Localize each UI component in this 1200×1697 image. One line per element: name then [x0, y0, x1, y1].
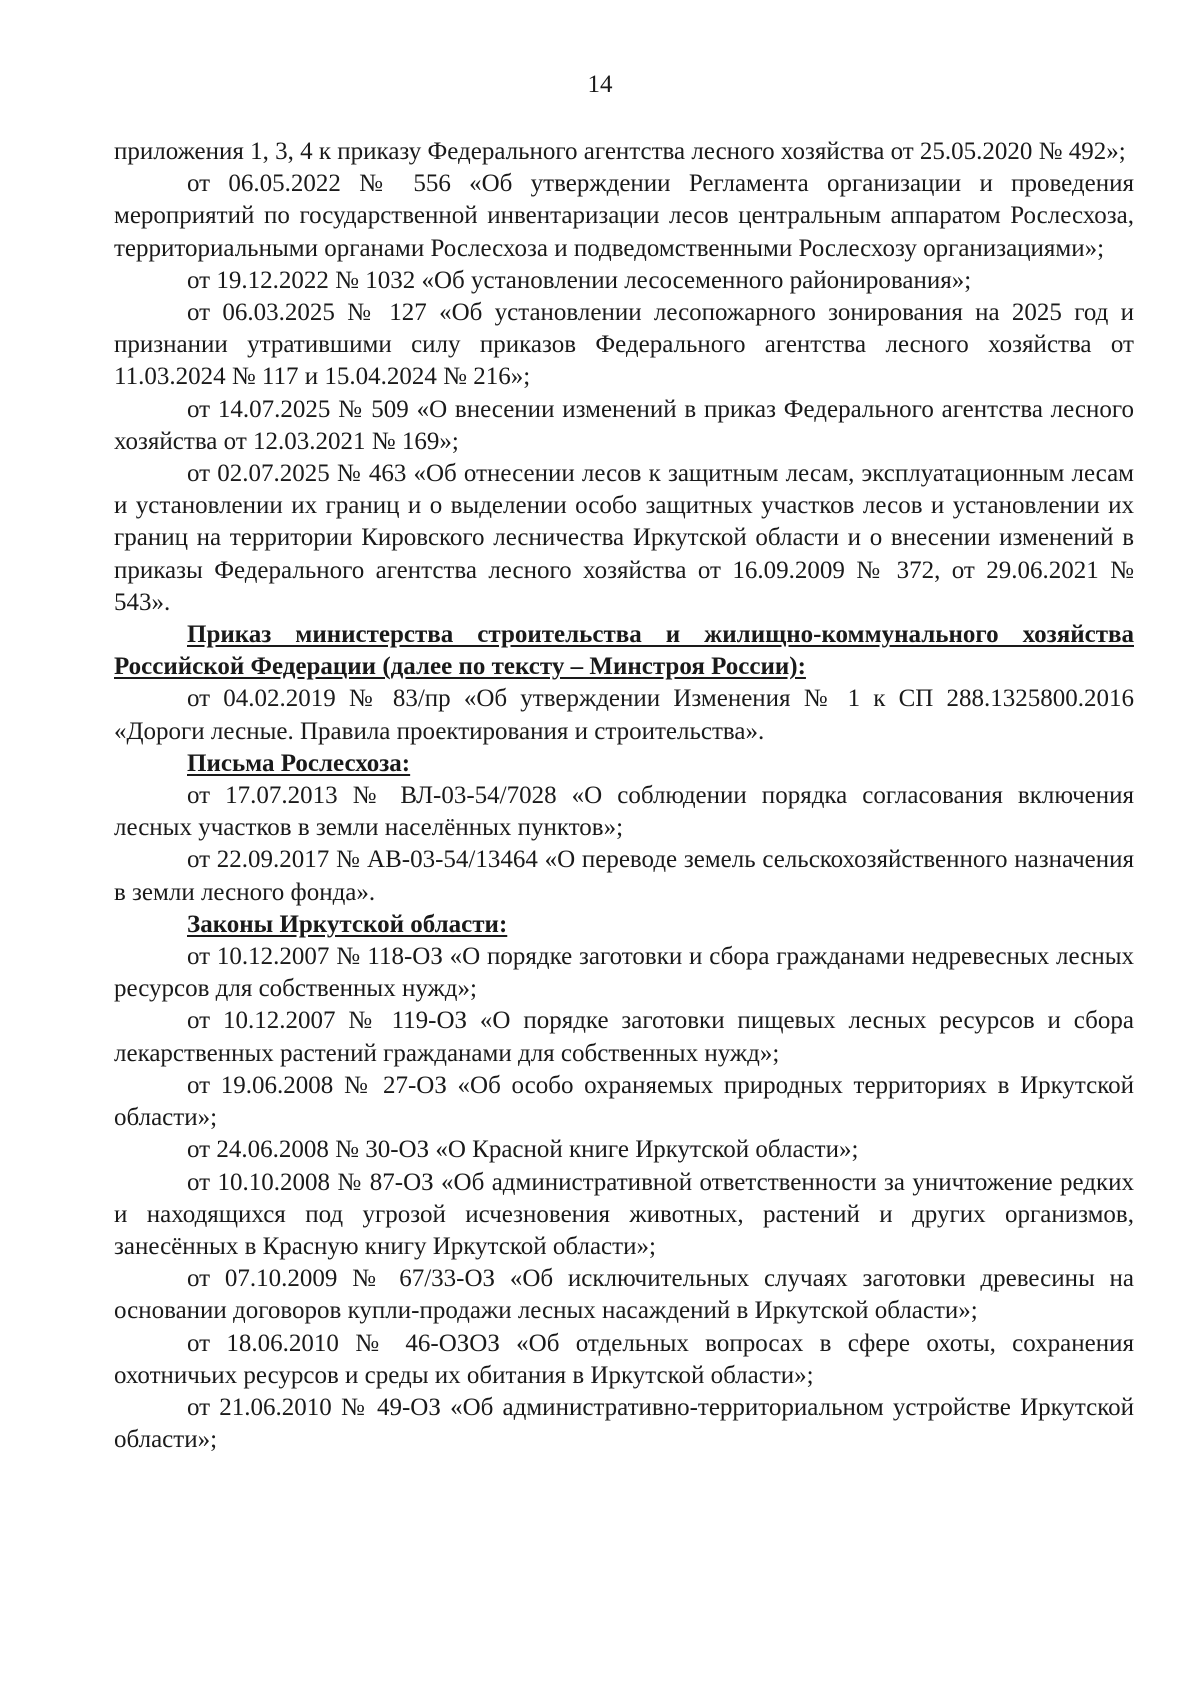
document-paragraph: от 18.06.2010 № 46-ОЗОЗ «Об отдельных вопросах в сфере охоты, сохранения охотничьих ресурсов и среды их обитания в Иркутской области»;: [114, 1329, 1134, 1389]
document-paragraph: от 06.03.2025 № 127 «Об установлении лесопожарного зонирования на 2025 год и признании утратившими силу приказов Федерального агентства лесного хозяйства от 11.03.2024 № 117 и 15.04.2024 № 216»;: [114, 299, 1134, 391]
document-paragraph: от 21.06.2010 № 49-ОЗ «Об административно-территориальном устройстве Иркутской области»;: [114, 1393, 1134, 1454]
document-paragraph: от 19.12.2022 № 1032 «Об установлении лесосеменного районирования»;: [187, 266, 972, 294]
page-number: 14: [587, 71, 613, 98]
document-paragraph: от 10.12.2007 № 119-ОЗ «О порядке заготовки пищевых лесных ресурсов и сбора лекарственных растений гражданами для собственных нужд»;: [114, 1007, 1134, 1067]
document-paragraph: от 19.06.2008 № 27-ОЗ «Об особо охраняемых природных территориях в Иркутской области»;: [114, 1071, 1134, 1132]
document-paragraph: от 02.07.2025 № 463 «Об отнесении лесов к защитным лесам, эксплуатационным лесам и установлении их границ и о выделении особо защитных участков лесов и установлении их границ на территории Кировского лесничества Иркутской области и о внесении изменений в приказы Федерального агентства лесного хозяйства от 16.09.2009 № 372, от 29.06.2021 № 543».: [114, 460, 1134, 616]
document-paragraph: от 14.07.2025 № 509 «О внесении изменений в приказ Федерального агентства лесного хозяйства от 12.03.2021 № 169»;: [114, 395, 1134, 455]
section-heading: Законы Иркутской области:: [187, 910, 508, 938]
document-paragraph: от 24.06.2008 № 30-ОЗ «О Красной книге Иркутской области»;: [187, 1136, 859, 1164]
document-paragraph: от 10.10.2008 № 87-ОЗ «Об административной ответственности за уничтожение редких и находящихся под угрозой исчезновения животных, растений и других организмов, занесённых в Красную книгу Иркутской области»;: [114, 1168, 1134, 1260]
document-paragraph: от 22.09.2017 № АВ-03-54/13464 «О переводе земель сельскохозяйственного назначения в земли лесного фонда».: [114, 846, 1134, 906]
document-paragraph: от 07.10.2009 № 67/33-ОЗ «Об исключительных случаях заготовки древесины на основании договоров купли-продажи лесных насаждений в Иркутской области»;: [114, 1265, 1134, 1325]
document-paragraph: от 04.02.2019 № 83/пр «Об утверждении Изменения № 1 к СП 288.1325800.2016 «Дороги лесные. Правила проектирования и строительства».: [114, 685, 1134, 745]
document-paragraph: от 10.12.2007 № 118-ОЗ «О порядке заготовки и сбора гражданами недревесных лесных ресурсов для собственных нужд»;: [114, 943, 1134, 1003]
document-body: [114, 136, 1134, 1456]
document-paragraph: от 17.07.2013 № ВЛ-03-54/7028 «О соблюдении порядка согласования включения лесных участков в земли населённых пунктов»;: [114, 782, 1134, 842]
document-paragraph: приложения 1, 3, 4 к приказу Федерального агентства лесного хозяйства от 25.05.2020 № 492»;: [114, 138, 1126, 165]
section-heading: Письма Рослесхоза:: [187, 749, 411, 777]
document-paragraph: от 06.05.2022 № 556 «Об утверждении Регламента организации и проведения мероприятий по государственной инвентаризации лесов центральным аппаратом Рослесхоза, территориальными органами Рослесхоза и подведомственными Рослесхозу организациями»;: [114, 170, 1134, 262]
section-heading: Приказ министерства строительства и жилищно-коммунального хозяйства Российской Федерации (далее по тексту – Минстроя России):: [114, 621, 1134, 681]
